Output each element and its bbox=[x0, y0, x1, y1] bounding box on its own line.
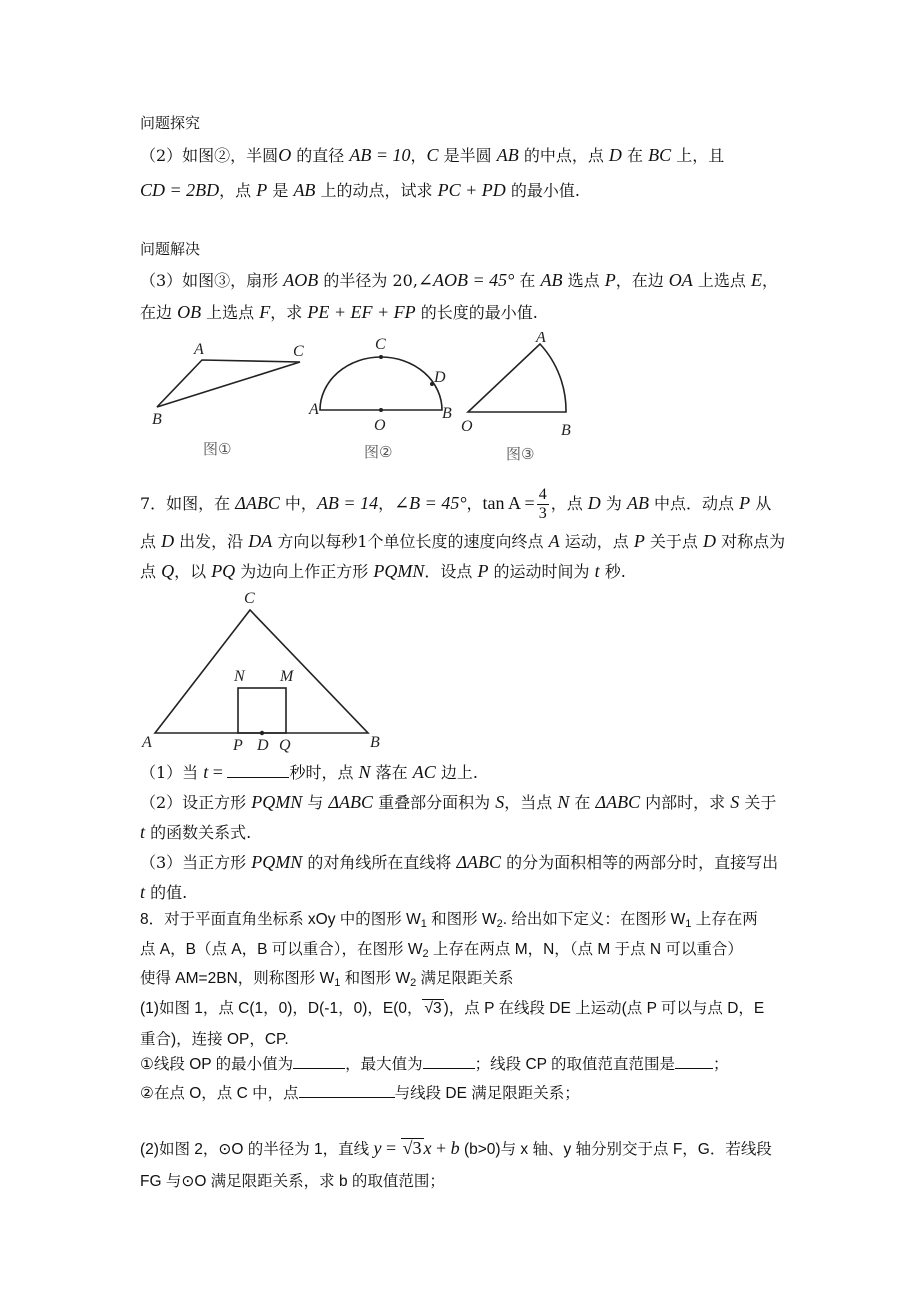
fig1-label-b: B bbox=[152, 411, 162, 428]
fig2-label-b: B bbox=[442, 405, 452, 422]
problem-8-line-3: 使得 AM=2BN，则称图形 $W_1$ 和图形 $W_2$ 满足限距关系 bbox=[140, 970, 514, 989]
heading-problem-exploration: 问题探究 bbox=[140, 114, 201, 132]
problem-8-line-2: 点 A，B（点 A，B 可以重合），在图形 $W_2$ 上存在两点 M，N，（点 M 于点 N 可以重合） bbox=[140, 941, 743, 960]
answer-blank-t[interactable] bbox=[227, 763, 289, 778]
label-q: Q bbox=[279, 737, 291, 754]
label-d: D bbox=[257, 737, 269, 754]
question-3-line-1: （3）如图③，扇形 AOB 的半径为 20,∠AOB = 45° 在 AB 选点 P，在边 OA 上选点 E， bbox=[140, 270, 778, 290]
sqrt-3: √3 bbox=[424, 1000, 442, 1017]
fig3-label-o: O bbox=[461, 418, 473, 435]
fig2-label-c: C bbox=[375, 336, 386, 353]
fig2-point-o bbox=[379, 408, 383, 412]
triangle-abc bbox=[155, 610, 368, 733]
problem-7-sub-2: （2）设正方形 PQMN 与 ΔABC 重叠部分面积为 S，当点 N 在 ΔABC 内部时，求 S 关于 bbox=[140, 792, 777, 812]
problem-7-line-1: 7．如图，在 ΔABC 中，AB = 14，∠B = 45°，tan A = $\frac{4}{3}$ ，点 D 为 AB 中点．动点 P 从 bbox=[140, 486, 772, 522]
point-d bbox=[260, 731, 264, 735]
label-b: B bbox=[370, 734, 380, 751]
problem-8-line-1: 8．对于平面直角坐标系 xOy 中的图形 $W_1$ 和图形 $W_2$. 给出如下定义：在图形 $W_1$ 上存在两 bbox=[140, 911, 758, 930]
question-2-line-1: （2）如图②，半圆O 的直径 AB = 10，C 是半圆 AB 的中点，点 D 在 BC 上，且 bbox=[140, 145, 725, 165]
label-m: M bbox=[280, 668, 294, 685]
problem-8-q1-part-2: ②在点 O，点 C 中，点 与线段 DE 满足限距关系； bbox=[140, 1085, 580, 1102]
fig2-label-a: A bbox=[309, 401, 319, 418]
fig2-label-o: O bbox=[374, 417, 386, 434]
fig3-label-a: A bbox=[536, 332, 546, 346]
fig1-triangle bbox=[157, 360, 300, 407]
question-3-line-2: 在边 OB 上选点 F，求 PE + EF + FP 的长度的最小值. bbox=[140, 302, 538, 322]
problem-7-line-3: 点 Q，以 PQ 为边向上作正方形 PQMN．设点 P 的运动时间为 t 秒. bbox=[140, 561, 626, 581]
fig2-semicircle bbox=[320, 357, 442, 410]
label-n: N bbox=[234, 668, 245, 685]
problem-7-sub-2-cont: t 的函数关系式. bbox=[140, 822, 252, 842]
label-p: P bbox=[233, 737, 243, 754]
fig3-sector bbox=[468, 344, 566, 412]
answer-blank-op-max[interactable] bbox=[423, 1054, 475, 1069]
square-pqmn bbox=[238, 688, 286, 733]
figure-problem-7 bbox=[0, 585, 920, 755]
question-2-line-2: CD = 2BD，点 P 是 AB 上的动点，试求 PC + PD 的最小值. bbox=[140, 180, 580, 200]
problem-7-line-2: 点 D 出发，沿 DA 方向以每秒1个单位长度的速度向终点 A 运动，点 P 关于点 D 对称点为 bbox=[140, 531, 786, 551]
fig2-point-c bbox=[379, 355, 383, 359]
fig1-caption: 图① bbox=[203, 440, 232, 458]
sqrt-3-line: √3 bbox=[402, 1138, 422, 1158]
arc-ab: AB bbox=[496, 145, 519, 165]
problem-7-sub-3: （3）当正方形 PQMN 的对角线所在直线将 ΔABC 的分为面积相等的两部分时，直接写出 bbox=[140, 852, 779, 872]
problem-8-q2-line-1: (2)如图 2，⊙O 的半径为 1，直线 y = √3 x + b (b>0)与 x 轴、y 轴分别交于点 F，G．若线段 bbox=[140, 1138, 772, 1158]
fig1-label-c: C bbox=[293, 343, 304, 360]
problem-7-sub-3-cont: t 的值. bbox=[140, 882, 188, 902]
heading-problem-solving: 问题解决 bbox=[140, 240, 201, 258]
fig1-label-a: A bbox=[194, 341, 204, 358]
problem-8-q1-line-2: 重合)，连接 OP，CP. bbox=[140, 1031, 289, 1048]
arc-bc: BC bbox=[648, 145, 672, 165]
label-c: C bbox=[244, 590, 255, 607]
problem-8-q2-line-2: FG 与⊙O 满足限距关系，求 b 的取值范围； bbox=[140, 1173, 445, 1190]
fig2-caption: 图② bbox=[364, 443, 393, 461]
answer-blank-point[interactable] bbox=[299, 1083, 395, 1098]
figures-1-2-3 bbox=[0, 332, 920, 472]
label-a: A bbox=[142, 734, 152, 751]
answer-blank-cp-range[interactable] bbox=[675, 1054, 713, 1069]
problem-8-q1-part-1: ①线段 OP 的最小值为 ，最大值为 ；线段 CP 的取值范直范围是 ； bbox=[140, 1056, 729, 1073]
problem-8-q1-line-1: (1)如图 1，点 C(1，0)，D(-1，0)，E(0， √3 )，点 P 在线段 DE 上运动(点 P 可以与点 D，E bbox=[140, 1000, 765, 1017]
fig2-label-d: D bbox=[434, 369, 446, 386]
fraction-4-3: $\frac{4}{3}$ bbox=[538, 486, 547, 522]
answer-blank-op-min[interactable] bbox=[293, 1054, 345, 1069]
fig3-caption: 图③ bbox=[506, 445, 535, 463]
fig3-label-b: B bbox=[561, 422, 571, 439]
problem-7-sub-1: （1）当 t = 秒时，点 N 落在 AC 边上. bbox=[140, 762, 478, 782]
